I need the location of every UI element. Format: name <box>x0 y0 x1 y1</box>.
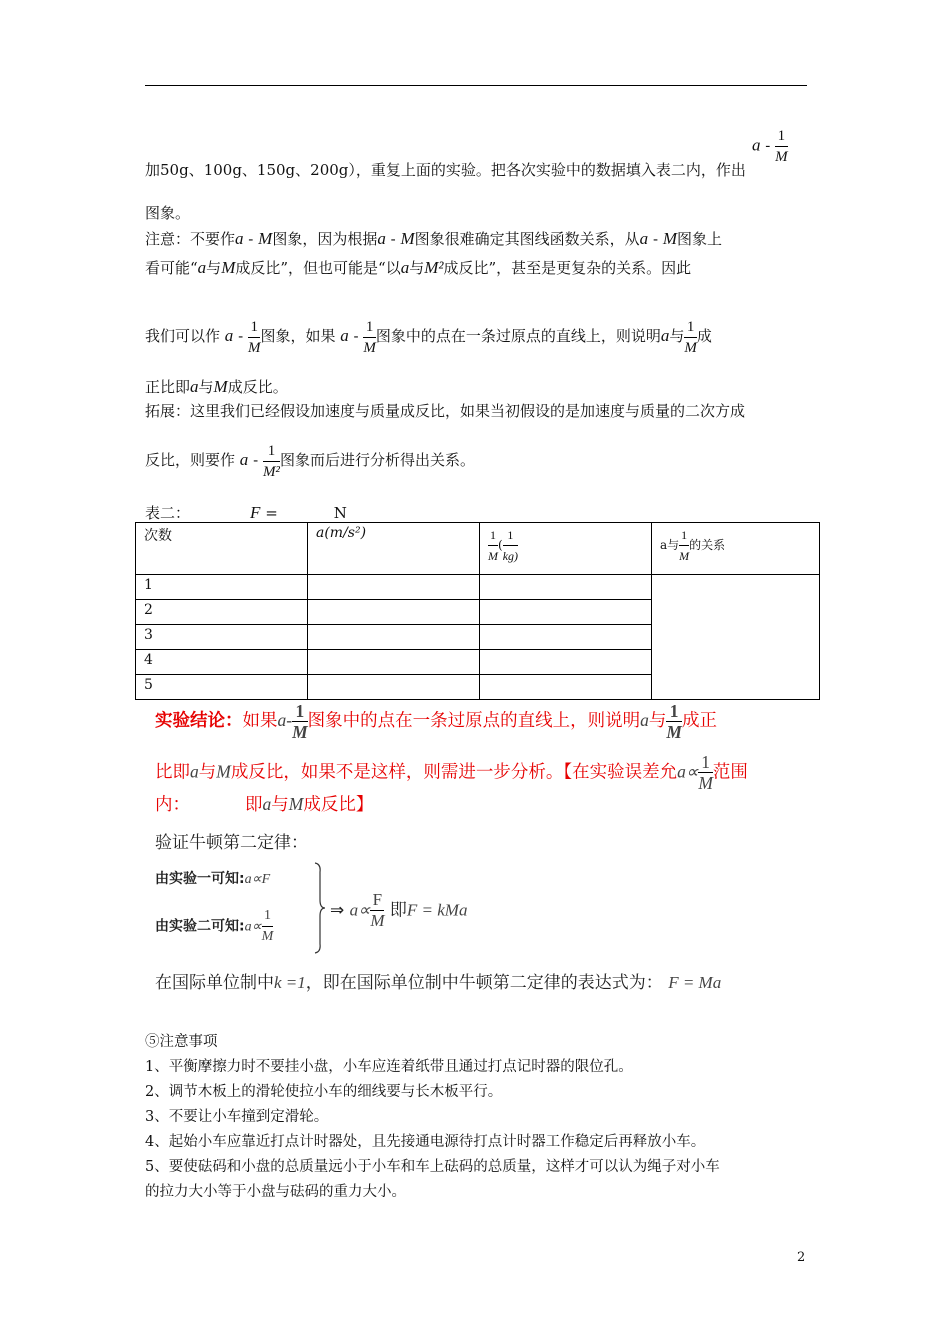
paragraph-1-tail: 图象。 <box>145 204 191 222</box>
table2-label: 表二： F = N <box>145 503 347 522</box>
conclusion-line-3: 内： 即a与M成反比】 <box>155 794 374 815</box>
note-item: 的拉力大小等于小盘与砝码的重力大小。 <box>145 1184 406 1200</box>
brace-icon <box>314 862 326 954</box>
note-line-1: 注意：不要作a - M图象，因为根据a - M图象很难确定其图线函数关系，从a - M图象上 <box>145 229 722 248</box>
table-row: 2 <box>136 600 820 625</box>
conclusion-line-2: 比即a与M成反比，如果不是这样，则需进一步分析。【在实验误差允a∝ $\frac{1}{M}$ 范围 <box>155 752 748 793</box>
table-row: 3 <box>136 625 820 650</box>
conclusion-line-1: 实验结论：如果a- $\frac{1}{M}$ 图象中的点在一条过原点的直线上，则说明a与 $\frac{1}{M}$ 成正 <box>155 700 717 742</box>
experiment-2-line: 由实验二可知:a∝ $\frac{1}{M}$ <box>155 908 274 944</box>
newton-title: 验证牛顿第二定律： <box>155 833 308 853</box>
table-header-row <box>136 523 820 575</box>
note-item: 2、调节木板上的滑轮使拉小车的细线要与长木板平行。 <box>145 1084 503 1100</box>
note-item: 4、起始小车应靠近打点计时器处，且先接通电源待打点计时器工作稳定后再释放小车。 <box>145 1134 706 1150</box>
extension-line-1: 拓展：这里我们已经假设加速度与质量成反比，如果当初假设的是加速度与质量的二次方成 <box>145 402 746 420</box>
relation-cell <box>652 575 820 700</box>
header-inverse-mass: $\frac{1}{M}$ ( $\frac{1}{kg)}$ <box>480 523 652 575</box>
experiment-1-line: 由实验一可知:a∝F <box>155 871 271 887</box>
header-rule <box>145 85 807 86</box>
note-item: 1、平衡摩擦力时不要挂小盘，小车应连着纸带且通过打点记时器的限位孔。 <box>145 1059 633 1075</box>
newton-derivation: ⇒ a∝ $\frac{F}{M}$ 即F = kMa <box>330 890 468 930</box>
note-line-4: 正比即a与M成反比。 <box>145 377 288 396</box>
note-line-2: 看可能“a与M成反比”，但也可能是“以a与M²成反比”，甚至是更复杂的关系。因此 <box>145 258 692 277</box>
header-relation: a与 $\frac{1}{M}$ 的关系 <box>652 523 820 575</box>
note-item: 3、不要让小车撞到定滑轮。 <box>145 1109 329 1125</box>
note-line-3: 我们可以作 a - $\frac{1}{M}$ 图象，如果 a - $\frac{1}{M}$ 图象中的点在一条过原点的直线上，则说明a与 $\frac{1}{M}$ 成 <box>145 318 712 356</box>
table-row: 4 <box>136 650 820 675</box>
table-row: 5 <box>136 675 820 700</box>
formula-a-1-over-m: a - $\frac{1}{M}$ <box>752 128 788 165</box>
extension-line-2: 反比，则要作 a - $\frac{1}{\text{M²}}$ 图象而后进行分析得出关系。 <box>145 442 475 480</box>
notes-title: ⑤注意事项 <box>145 1034 218 1050</box>
table-2 <box>135 522 820 700</box>
paragraph-1: 加50g、100g、150g、200g），重复上面的实验。把各次实验中的数据填入表二内，作出 <box>145 161 746 179</box>
note-item: 5、要使砝码和小盘的总质量远小于小车和车上砝码的总质量，这样才可以认为绳子对小车 <box>145 1159 720 1175</box>
newton-final: 在国际单位制中k =1，即在国际单位制中牛顿第二定律的表达式为： F = Ma <box>155 973 722 993</box>
header-count: 次数 <box>136 523 308 575</box>
header-acceleration: a(m/s²) <box>308 523 480 575</box>
table-row: 1 <box>136 575 820 600</box>
curly-brace <box>314 862 326 954</box>
page-number: 2 <box>797 1250 806 1265</box>
